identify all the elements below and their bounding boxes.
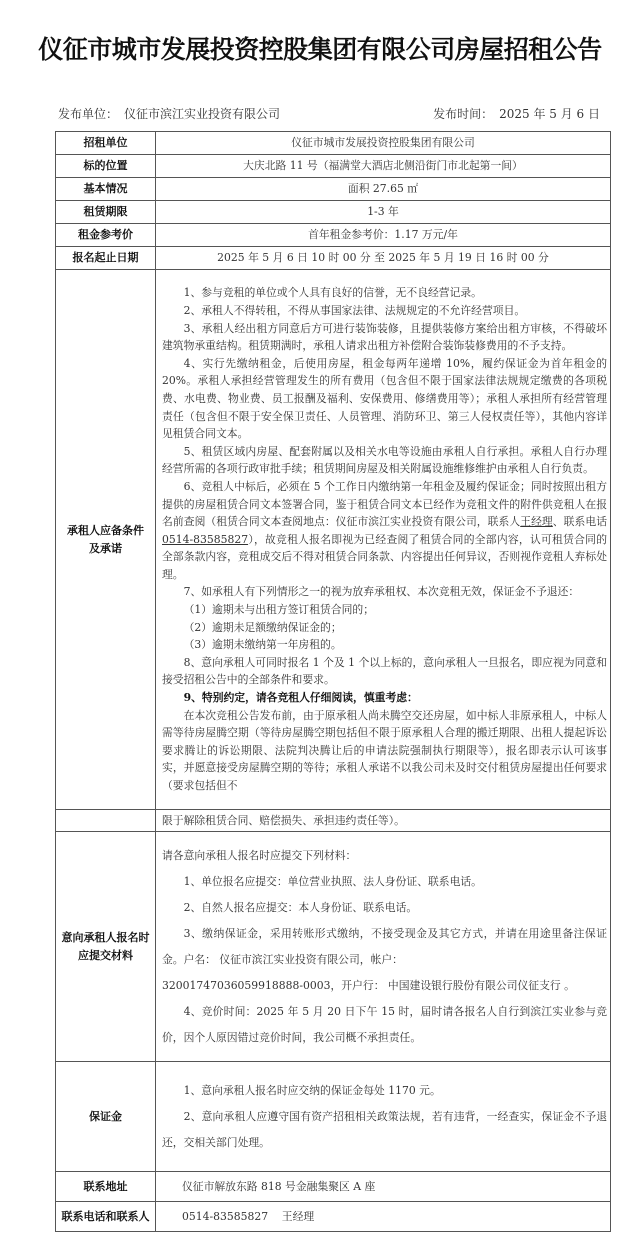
label-line: 应提交材料 [78,948,133,962]
row-label: 基本情况 [56,178,156,201]
label-line: 及承诺 [89,541,122,555]
material-3: 3、缴纳保证金，采用转账形式缴纳，不接受现金及其它方式，并请在用途里备注保证金。户名： 仪征市滨江实业投资有限公司，帐户： [162,926,607,966]
clause-8: 8、意向承租人可同时报名 1 个及 1 个以上标的，意向承租人一旦报名，即应视为同意和接受招租公告中的全部条件和要求。 [162,655,607,687]
table-row [56,201,611,224]
deposit-content [156,1062,611,1172]
table-row [56,270,611,810]
publish-date-value: 2025 年 5 月 6 日 [499,107,600,121]
table-row [56,178,611,201]
publisher-info [58,105,280,122]
clause-7-item: （1）逾期未与出租方签订租赁合同的； [183,603,375,617]
publish-date-label: 发布时间： [433,107,494,121]
clause-7-item: （3）逾期未缴纳第一年房租的。 [183,638,342,652]
row-label: 保证金 [56,1062,156,1172]
label-line: 意向承租人报名时 [61,930,150,944]
contact-person: 王经理 [520,515,553,529]
material-1: 1、单位报名应提交：单位营业执照、法人身份证、联系电话。 [183,874,482,888]
clause-6-text: 、联系电话 [552,515,608,529]
table-row [56,247,611,270]
table-row [56,132,611,155]
row-label: 联系地址 [56,1172,156,1202]
row-value: 2025 年 5 月 6 日 10 时 00 分 至 2025 年 5 月 19 日 16 时 00 分 [156,247,611,270]
row-label-empty [56,810,156,832]
row-label: 联系电话和联系人 [56,1202,156,1232]
deposit-2: 2、意向承租人应遵守国有资产招租相关政策法规，若有违背，一经查实，保证金不予退还，交相关部门处理。 [162,1109,607,1149]
row-label: 租赁期限 [56,201,156,224]
clause-5: 5、租赁区域内房屋、配套附属以及相关水电等设施由承租人自行承担。承租人自行办理经营所需的各项行政审批手续；租赁期间房屋及相关附属设施维修维护由承租人自行负责。 [162,444,607,476]
lease-info-table [55,131,611,1232]
row-label: 标的位置 [56,155,156,178]
clause-2: 2、承租人不得转租，不得从事国家法律、法规规定的不允许经营项目。 [183,303,526,317]
material-3-account: 32001747036059918888-0003，开户行： 中国建设银行股份有限公司仪征支行 。 [162,978,575,992]
clause-1: 1、参与竞租的单位或个人具有良好的信誉，无不良经营记录。 [183,286,482,300]
table-row [56,155,611,178]
row-label: 招租单位 [56,132,156,155]
row-label [56,832,156,1062]
contact-phone: 0514-83585827 [162,532,249,546]
row-label: 租金参考价 [56,224,156,247]
clause-6 [162,478,607,584]
clause-9-title [162,689,607,707]
conditions-continued [156,810,611,832]
row-value: 仪征市城市发展投资控股集团有限公司 [156,132,611,155]
conditions-content [156,270,611,810]
row-value: 0514-83585827 王经理 [156,1202,611,1232]
clause-4: 4、实行先缴纳租金，后使用房屋，租金每两年递增 10%，履约保证金为首年租金的 20%。承租人承担经营管理发生的所有费用（包含但不限于国家法律法规规定缴费的各项税费、水电费、物业费、员工报酬及福利、安保费用、修缮费用等）；承租人承担所有经营管理责任（包含但不限于安全保卫责任、人员管理、消防环卫、第三人侵权责任等），其他内容详见租赁合同文本。 [162,356,607,441]
row-value: 1-3 年 [156,201,611,224]
publisher-value: 仪征市滨江实业投资有限公司 [124,107,281,121]
row-label [56,270,156,810]
table-row [56,224,611,247]
material-2: 2、自然人报名应提交：本人身份证、联系电话。 [183,900,418,914]
clause-3: 3、承租人经出租方同意后方可进行装饰装修，且提供装修方案给出租方审核，不得破坏建筑物承重结构。租赁期满时，承租人请求出租方补偿附合装饰装修费用的不予支持。 [162,321,607,353]
row-label: 报名起止日期 [56,247,156,270]
page-title: 仪征市城市发展投资控股集团有限公司房屋招租公告 [38,35,602,64]
table-row [56,1172,611,1202]
publish-date-info [433,105,600,122]
materials-content [156,832,611,1062]
clause-7-item: （2）逾期未足额缴纳保证金的； [183,620,342,634]
table-row [56,832,611,1062]
table-row [56,1062,611,1172]
table-row [56,1202,611,1232]
clause-7: 7、如承租人有下列情形之一的视为放弃承租权、本次竞租无效，保证金不予退还： [183,585,580,599]
row-value: 面积 27.65 ㎡ [156,178,611,201]
special-agreement-heading: 9、特别约定，请各竞租人仔细阅读，慎重考虑： [183,691,418,705]
material-4: 4、竞价时间：2025 年 5 月 20 日下午 15 时，届时请各报名人自行到滨江实业参与竞价，因个人原因错过竞价时间，我公司概不承担责任。 [162,1004,607,1044]
row-value: 首年租金参考价：1.17 万元/年 [156,224,611,247]
deposit-1: 1、意向承租人报名时应交纳的保证金每处 1170 元。 [183,1083,441,1097]
materials-intro: 请各意向承租人报名时应提交下列材料： [162,848,357,862]
clause-6-text: ），故竞租人报名即视为已经查阅了租赁合同的全部内容，认可租赁合同的全部条款内容，竞租成交后不得对租赁合同条款、内容提出任何异议，否则视作竞租人弃标处理。 [162,532,607,581]
row-value: 仪征市解放东路 818 号金融集聚区 A 座 [156,1172,611,1202]
publisher-label: 发布单位： [58,107,119,121]
clause-9-continued: 限于解除租赁合同、赔偿损失、承担违约责任等）。 [162,813,405,827]
clause-6-text: 6、竞租人中标后，必须在 5 个工作日内缴纳第一年租金及履约保证金；同时按照出租方提供的房屋租赁合同文本签署合同，鉴于租赁合同文本已经作为竞租文件的附件供竞租人在报名前查阅（租赁合同文本查阅地点：仪征市滨江实业投资有限公司，联系人 [162,479,607,529]
label-line: 承租人应备条件 [67,523,144,537]
table-row [56,810,611,832]
row-value: 大庆北路 11 号（福满堂大酒店北侧沿街门市北起第一间） [156,155,611,178]
clause-9: 在本次竞租公告发布前，由于原承租人尚未腾空交还房屋，如中标人非原承租人，中标人需等待房屋腾空期（等待房屋腾空期包括但不限于原承租人合理的搬迁期限、出租人提起诉讼要求腾让的诉讼期限、法院判决腾让后的申请法院强制执行期限等），报名即表示认可该事实，并愿意接受房屋腾空期的等待；承租人承诺不以我公司未及时交付租赁房屋提出任何要求（要求包括但不 [162,708,607,793]
